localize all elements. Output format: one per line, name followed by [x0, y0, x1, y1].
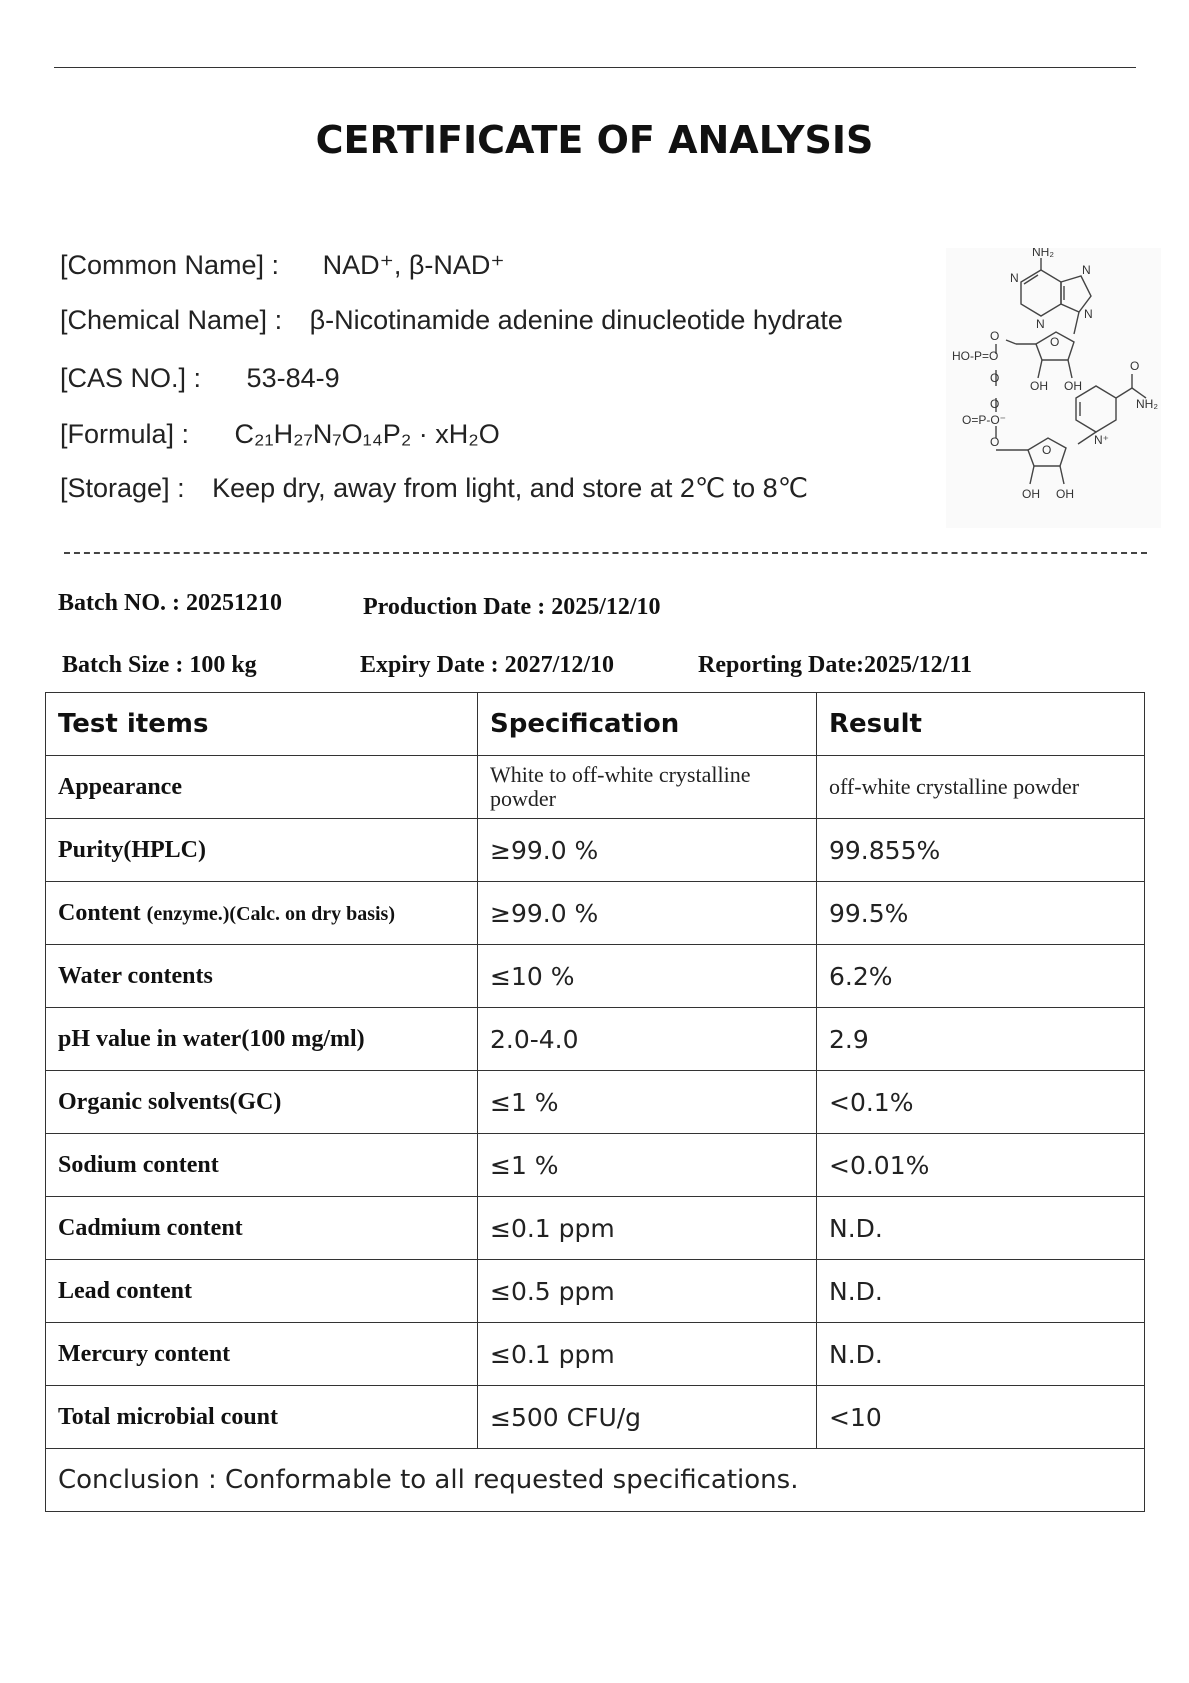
- formula-value: C₂₁H₂₇N₇O₁₄P₂ · xH₂O: [234, 419, 500, 449]
- row-result: N.D.: [817, 1197, 1145, 1260]
- row-spec: ≥99.0 %: [478, 819, 817, 882]
- row-item: Organic solvents(GC): [46, 1071, 478, 1134]
- row-result: <0.01%: [817, 1134, 1145, 1197]
- analysis-table: [45, 692, 1145, 1512]
- common-name-value: NAD⁺, β-NAD⁺: [322, 250, 505, 280]
- table-row: [46, 882, 1145, 945]
- table-row: [46, 756, 1145, 819]
- svg-text:N: N: [1010, 271, 1019, 285]
- row-item: Mercury content: [46, 1323, 478, 1386]
- row-item: Appearance: [46, 756, 478, 819]
- storage-label: [Storage] :: [60, 473, 185, 503]
- expiry-date: Expiry Date : 2027/12/10: [360, 652, 614, 678]
- table-row: [46, 1071, 1145, 1134]
- row-result: N.D.: [817, 1323, 1145, 1386]
- row-spec: White to off-white crystalline powder: [478, 756, 817, 819]
- row-item: Purity(HPLC): [46, 819, 478, 882]
- svg-text:N: N: [1082, 263, 1091, 277]
- chemical-name-line: [60, 305, 843, 336]
- common-name-line: [60, 250, 505, 281]
- svg-text:NH₂: NH₂: [1136, 397, 1158, 411]
- row-item: Lead content: [46, 1260, 478, 1323]
- reporting-date: Reporting Date:2025/12/11: [698, 652, 972, 678]
- row-item: Total microbial count: [46, 1386, 478, 1449]
- svg-text:O: O: [990, 397, 1000, 411]
- svg-text:O: O: [1130, 359, 1140, 373]
- row-item: Water contents: [46, 945, 478, 1008]
- svg-text:N: N: [1036, 317, 1045, 331]
- row-result: 2.9: [817, 1008, 1145, 1071]
- conclusion-row: [46, 1449, 1145, 1512]
- svg-text:OH: OH: [1030, 379, 1048, 393]
- svg-text:HO-P=O: HO-P=O: [952, 349, 999, 363]
- batch-number: Batch NO. : 20251210: [58, 590, 282, 616]
- row-item: [46, 882, 478, 945]
- table-row: [46, 1008, 1145, 1071]
- table-row: [46, 1260, 1145, 1323]
- row-spec: ≤1 %: [478, 1134, 817, 1197]
- row-spec: ≤0.1 ppm: [478, 1323, 817, 1386]
- table-row: [46, 819, 1145, 882]
- svg-text:OH: OH: [1056, 487, 1074, 501]
- document-title: CERTIFICATE OF ANALYSIS: [315, 118, 874, 162]
- row-spec: ≥99.0 %: [478, 882, 817, 945]
- nad-structure-diagram: [946, 248, 1161, 528]
- formula-label: [Formula] :: [60, 419, 190, 449]
- conclusion-text: Conclusion : Conformable to all requested specifications.: [46, 1449, 1145, 1512]
- svg-text:NH₂: NH₂: [1032, 248, 1054, 259]
- svg-text:O: O: [990, 329, 1000, 343]
- header-specification: Specification: [478, 693, 817, 756]
- row-result: off-white crystalline powder: [817, 756, 1145, 819]
- common-name-label: [Common Name] :: [60, 250, 280, 280]
- row-spec: ≤0.5 ppm: [478, 1260, 817, 1323]
- row-result: <10: [817, 1386, 1145, 1449]
- table-row: [46, 945, 1145, 1008]
- table-row: [46, 1197, 1145, 1260]
- row-result: <0.1%: [817, 1071, 1145, 1134]
- header-result: Result: [817, 693, 1145, 756]
- row-result: 99.855%: [817, 819, 1145, 882]
- row-spec: ≤500 CFU/g: [478, 1386, 817, 1449]
- storage-value: Keep dry, away from light, and store at 2℃ to 8℃: [212, 473, 809, 503]
- row-spec: ≤0.1 ppm: [478, 1197, 817, 1260]
- chemical-name-label: [Chemical Name] :: [60, 305, 283, 335]
- row-item-name: Content: [58, 899, 141, 926]
- table-header-row: [46, 693, 1145, 756]
- svg-text:N⁺: N⁺: [1094, 433, 1109, 447]
- top-rule: [54, 67, 1136, 68]
- batch-size: Batch Size : 100 kg: [62, 652, 257, 678]
- svg-text:O: O: [990, 371, 1000, 385]
- row-result: 6.2%: [817, 945, 1145, 1008]
- svg-text:O: O: [1050, 335, 1060, 349]
- cas-label: [CAS NO.] :: [60, 363, 202, 393]
- row-item-note: (enzyme.)(Calc. on dry basis): [146, 902, 395, 925]
- production-date: Production Date : 2025/12/10: [363, 594, 661, 620]
- cas-value: 53-84-9: [246, 363, 340, 393]
- row-item: pH value in water(100 mg/ml): [46, 1008, 478, 1071]
- cas-line: [60, 363, 340, 394]
- svg-text:N: N: [1084, 307, 1093, 321]
- header-test-items: Test items: [46, 693, 478, 756]
- row-result: 99.5%: [817, 882, 1145, 945]
- svg-text:OH: OH: [1064, 379, 1082, 393]
- dashed-divider: [64, 552, 1147, 554]
- table-row: [46, 1386, 1145, 1449]
- row-spec: ≤10 %: [478, 945, 817, 1008]
- svg-text:O: O: [1042, 443, 1052, 457]
- table-row: [46, 1134, 1145, 1197]
- storage-line: [60, 473, 808, 504]
- svg-text:O=P-O⁻: O=P-O⁻: [962, 413, 1007, 427]
- row-spec: ≤1 %: [478, 1071, 817, 1134]
- formula-line: [60, 419, 500, 450]
- row-item: Sodium content: [46, 1134, 478, 1197]
- row-item: Cadmium content: [46, 1197, 478, 1260]
- chemical-name-value: β-Nicotinamide adenine dinucleotide hydrate: [309, 305, 843, 335]
- svg-text:OH: OH: [1022, 487, 1040, 501]
- row-result: N.D.: [817, 1260, 1145, 1323]
- table-row: [46, 1323, 1145, 1386]
- svg-text:O: O: [990, 435, 1000, 449]
- row-spec: 2.0-4.0: [478, 1008, 817, 1071]
